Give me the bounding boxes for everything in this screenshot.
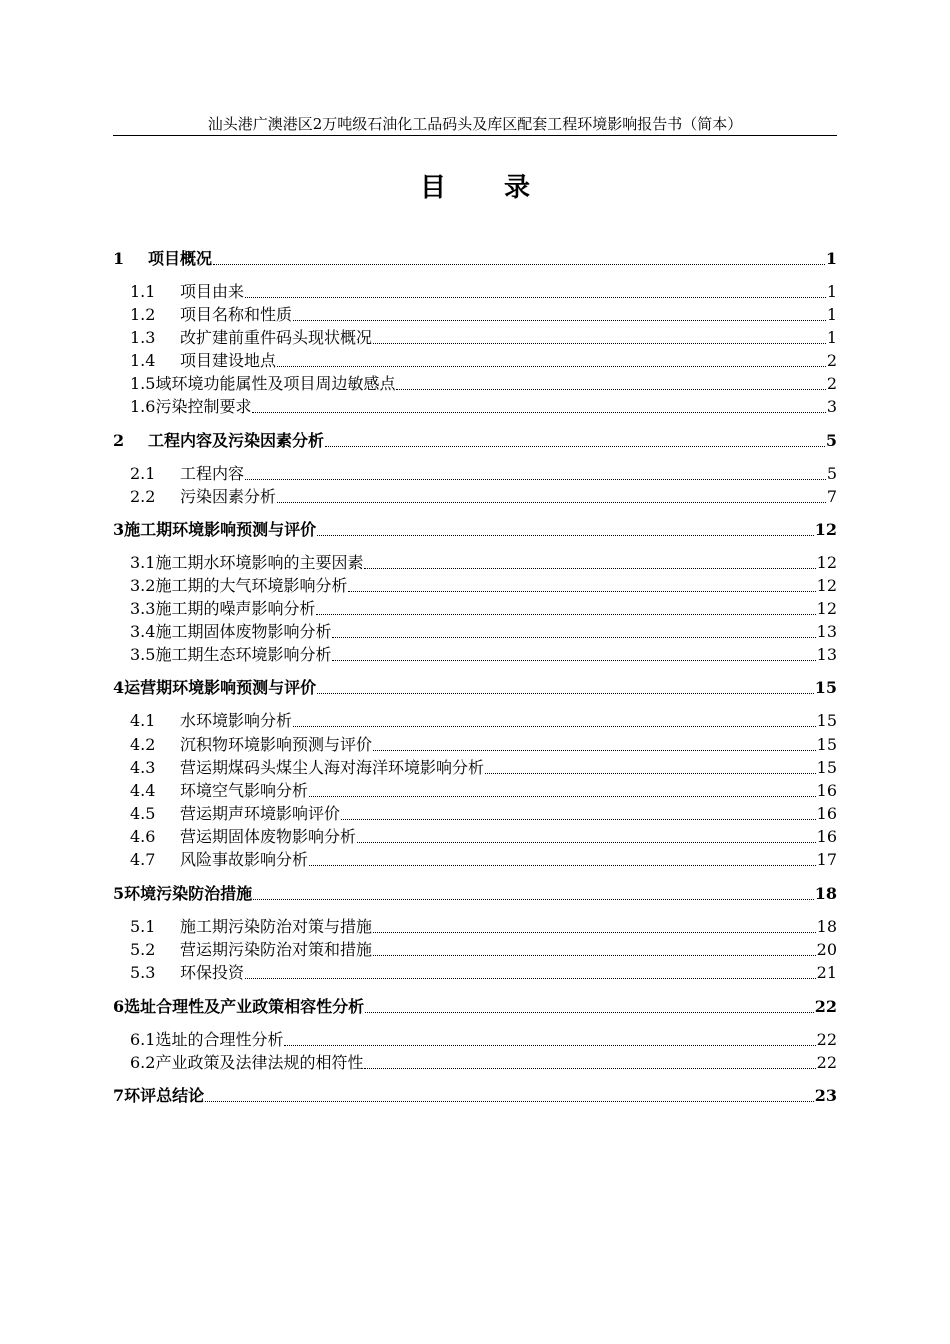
toc-section-entry[interactable]: [130, 372, 837, 394]
toc-entry-label: 施工期污染防治对策与措施: [180, 917, 373, 936]
toc-entry-label: 施工期水环境影响的主要因素: [155, 553, 364, 572]
toc-dot-leader: [332, 660, 815, 661]
toc-entry-number: 3.5: [130, 645, 156, 664]
toc-page-number: 21: [816, 963, 837, 982]
toc-entry-number: 2: [113, 431, 125, 450]
toc-page-number: 22: [816, 1053, 837, 1072]
toc-entry-number: 1.1: [130, 282, 156, 301]
toc-dot-leader: [373, 955, 816, 956]
toc-section-entry[interactable]: [130, 574, 837, 596]
toc-dot-leader: [245, 978, 816, 979]
toc-section-entry[interactable]: [130, 643, 837, 665]
toc-section-entry[interactable]: [130, 303, 837, 325]
toc-page-number: 15: [816, 735, 837, 754]
toc-dot-leader: [277, 366, 826, 367]
toc-entry-label: 项目名称和性质: [180, 305, 293, 324]
toc-entry-number: 4.6: [130, 827, 156, 846]
toc-dot-leader: [365, 1012, 814, 1013]
toc-dot-leader: [357, 842, 816, 843]
toc-page-number: 12: [816, 599, 837, 618]
toc-section-entry[interactable]: [130, 825, 837, 847]
toc-dot-leader: [293, 726, 816, 727]
toc-page-number: 18: [814, 884, 837, 903]
toc-section-entry[interactable]: [130, 551, 837, 573]
toc-dot-leader: [252, 412, 825, 413]
toc-dot-leader: [325, 446, 825, 447]
toc-chapter-entry[interactable]: [113, 247, 837, 269]
toc-section-entry[interactable]: [130, 326, 837, 348]
toc-entry-number: 4.4: [130, 781, 156, 800]
toc-page-number: 12: [814, 520, 837, 539]
toc-dot-leader: [245, 297, 826, 298]
toc-section-entry[interactable]: [130, 848, 837, 870]
toc-section-entry[interactable]: [130, 1051, 837, 1073]
toc-entry-label: 项目建设地点: [180, 351, 277, 370]
toc-page-number: 16: [816, 804, 837, 823]
toc-entry-number: 1.2: [130, 305, 156, 324]
toc-chapter-entry[interactable]: [113, 1084, 837, 1106]
toc-page-number: 1: [826, 305, 837, 324]
toc-page-number: 7: [826, 487, 837, 506]
toc-page-number: 2: [826, 351, 837, 370]
toc-page-number: 17: [816, 850, 837, 869]
toc-entry-number: 3: [113, 520, 125, 539]
toc-entry-label: 工程内容: [180, 464, 245, 483]
toc-page-number: 20: [816, 940, 837, 959]
toc-section-entry[interactable]: [130, 938, 837, 960]
toc-dot-leader: [364, 568, 815, 569]
toc-entry-label: 施工期环境影响预测与评价: [124, 520, 317, 539]
toc-entry-number: 6.2: [130, 1053, 156, 1072]
toc-entry-number: 5.3: [130, 963, 156, 982]
toc-entry-number: 3.3: [130, 599, 156, 618]
toc-section-entry[interactable]: [130, 597, 837, 619]
toc-page-number: 22: [814, 997, 837, 1016]
toc-dot-leader: [245, 479, 826, 480]
toc-entry-number: 4.7: [130, 850, 156, 869]
toc-page-number: 5: [825, 431, 837, 450]
toc-section-entry[interactable]: [130, 733, 837, 755]
toc-page-number: 1: [825, 249, 837, 268]
toc-entry-label: 环境空气影响分析: [180, 781, 309, 800]
toc-entry-number: 3.4: [130, 622, 156, 641]
toc-entry-number: 3.2: [130, 576, 156, 595]
toc-entry-label: 污染因素分析: [180, 487, 277, 506]
toc-entry-label: 营运期固体废物影响分析: [180, 827, 357, 846]
toc-entry-number: 4.2: [130, 735, 156, 754]
toc-page-number: 23: [814, 1086, 837, 1105]
toc-entry-number: 5.1: [130, 917, 156, 936]
toc-page-number: 13: [816, 622, 837, 641]
toc-entry-label: 施工期的噪声影响分析: [155, 599, 316, 618]
toc-entry-label: 营运期污染防治对策和措施: [180, 940, 373, 959]
toc-entry-label: 选址的合理性分析: [155, 1030, 284, 1049]
toc-dot-leader: [364, 1068, 815, 1069]
toc-page-number: 1: [826, 328, 837, 347]
toc-entry-label: 改扩建前重件码头现状概况: [180, 328, 373, 347]
toc-entry-label: 风险事故影响分析: [180, 850, 309, 869]
toc-entry-number: 5: [113, 884, 125, 903]
toc-dot-leader: [348, 591, 815, 592]
toc-entry-number: 7: [113, 1086, 125, 1105]
toc-dot-leader: [317, 535, 814, 536]
toc-entry-number: 1: [113, 249, 125, 268]
toc-page-number: 15: [816, 758, 837, 777]
toc-section-entry[interactable]: [130, 709, 837, 731]
toc-section-entry[interactable]: [130, 280, 837, 302]
toc-dot-leader: [373, 932, 816, 933]
toc-chapter-entry[interactable]: [113, 429, 837, 451]
toc-page-number: 16: [816, 827, 837, 846]
header-rule: [113, 135, 837, 136]
toc-entry-label: 项目由来: [180, 282, 245, 301]
toc-entry-label: 施工期的大气环境影响分析: [155, 576, 348, 595]
toc-dot-leader: [284, 1045, 815, 1046]
running-header: 汕头港广澳港区2万吨级石油化工品码头及库区配套工程环境影响报告书（简本）: [207, 115, 743, 133]
toc-entry-label: 环评总结论: [124, 1086, 205, 1105]
toc-dot-leader: [341, 819, 816, 820]
toc-page-number: 12: [816, 553, 837, 572]
toc-chapter-entry[interactable]: [113, 676, 837, 698]
toc-dot-leader: [373, 343, 826, 344]
toc-dot-leader: [316, 614, 815, 615]
toc-page-number: 18: [816, 917, 837, 936]
toc-entry-label: 选址合理性及产业政策相容性分析: [124, 997, 365, 1016]
toc-entry-number: 3.1: [130, 553, 156, 572]
toc-dot-leader: [332, 637, 815, 638]
toc-entry-number: 1.5: [130, 374, 156, 393]
toc-section-entry[interactable]: [130, 462, 837, 484]
toc-dot-leader: [309, 796, 816, 797]
toc-page-number: 2: [826, 374, 837, 393]
toc-page-number: 5: [826, 464, 837, 483]
toc-dot-leader: [293, 320, 826, 321]
toc-entry-number: 1.3: [130, 328, 156, 347]
toc-page-number: 16: [816, 781, 837, 800]
toc-section-entry[interactable]: [130, 485, 837, 507]
toc-entry-label: 运营期环境影响预测与评价: [124, 678, 317, 697]
toc-entry-number: 5.2: [130, 940, 156, 959]
toc-entry-number: 4.3: [130, 758, 156, 777]
toc-entry-label: 工程内容及污染因素分析: [148, 431, 325, 450]
toc-dot-leader: [396, 389, 825, 390]
toc-section-entry[interactable]: [130, 802, 837, 824]
toc-section-entry[interactable]: [130, 620, 837, 642]
toc-entry-number: 1.4: [130, 351, 156, 370]
toc-entry-label: 域环境功能属性及项目周边敏感点: [155, 374, 396, 393]
toc-page-number: 22: [816, 1030, 837, 1049]
toc-section-entry[interactable]: [130, 961, 837, 983]
toc-page-number: 12: [816, 576, 837, 595]
toc-dot-leader: [213, 264, 825, 265]
toc-entry-label: 水环境影响分析: [180, 711, 293, 730]
toc-entry-label: 施工期生态环境影响分析: [155, 645, 332, 664]
toc-entry-number: 2.1: [130, 464, 156, 483]
toc-entry-label: 环境污染防治措施: [124, 884, 253, 903]
toc-entry-label: 施工期固体废物影响分析: [155, 622, 332, 641]
toc-entry-label: 环保投资: [180, 963, 245, 982]
toc-entry-label: 项目概况: [148, 249, 213, 268]
toc-entry-number: 6: [113, 997, 125, 1016]
toc-dot-leader: [205, 1101, 814, 1102]
toc-entry-label: 污染控制要求: [155, 397, 252, 416]
toc-section-entry[interactable]: [130, 395, 837, 417]
toc-page-number: 13: [816, 645, 837, 664]
toc-section-entry[interactable]: [130, 779, 837, 801]
toc-entry-label: 沉积物环境影响预测与评价: [180, 735, 373, 754]
toc-entry-number: 1.6: [130, 397, 156, 416]
toc-page-number: 15: [814, 678, 837, 697]
toc-entry-label: 营运期煤码头煤尘人海对海洋环境影响分析: [180, 758, 485, 777]
toc-dot-leader: [317, 693, 814, 694]
toc-dot-leader: [253, 899, 814, 900]
toc-entry-number: 4: [113, 678, 125, 697]
toc-page-number: 15: [816, 711, 837, 730]
toc-dot-leader: [485, 773, 816, 774]
toc-entry-label: 产业政策及法律法规的相符性: [155, 1053, 364, 1072]
toc-chapter-entry[interactable]: [113, 518, 837, 540]
toc-entry-label: 营运期声环境影响评价: [180, 804, 341, 823]
toc-page-number: 3: [826, 397, 837, 416]
toc-dot-leader: [373, 750, 816, 751]
toc-section-entry[interactable]: [130, 756, 837, 778]
toc-entry-number: 6.1: [130, 1030, 156, 1049]
toc-dot-leader: [277, 502, 826, 503]
toc-page-number: 1: [826, 282, 837, 301]
toc-section-entry[interactable]: [130, 349, 837, 371]
page-title: 目录: [419, 173, 588, 203]
toc-dot-leader: [309, 865, 816, 866]
toc-entry-number: 2.2: [130, 487, 156, 506]
toc-entry-number: 4.1: [130, 711, 156, 730]
toc-entry-number: 4.5: [130, 804, 156, 823]
toc-chapter-entry[interactable]: [113, 882, 837, 904]
toc-section-entry[interactable]: [130, 915, 837, 937]
toc-section-entry[interactable]: [130, 1028, 837, 1050]
toc-chapter-entry[interactable]: [113, 995, 837, 1017]
